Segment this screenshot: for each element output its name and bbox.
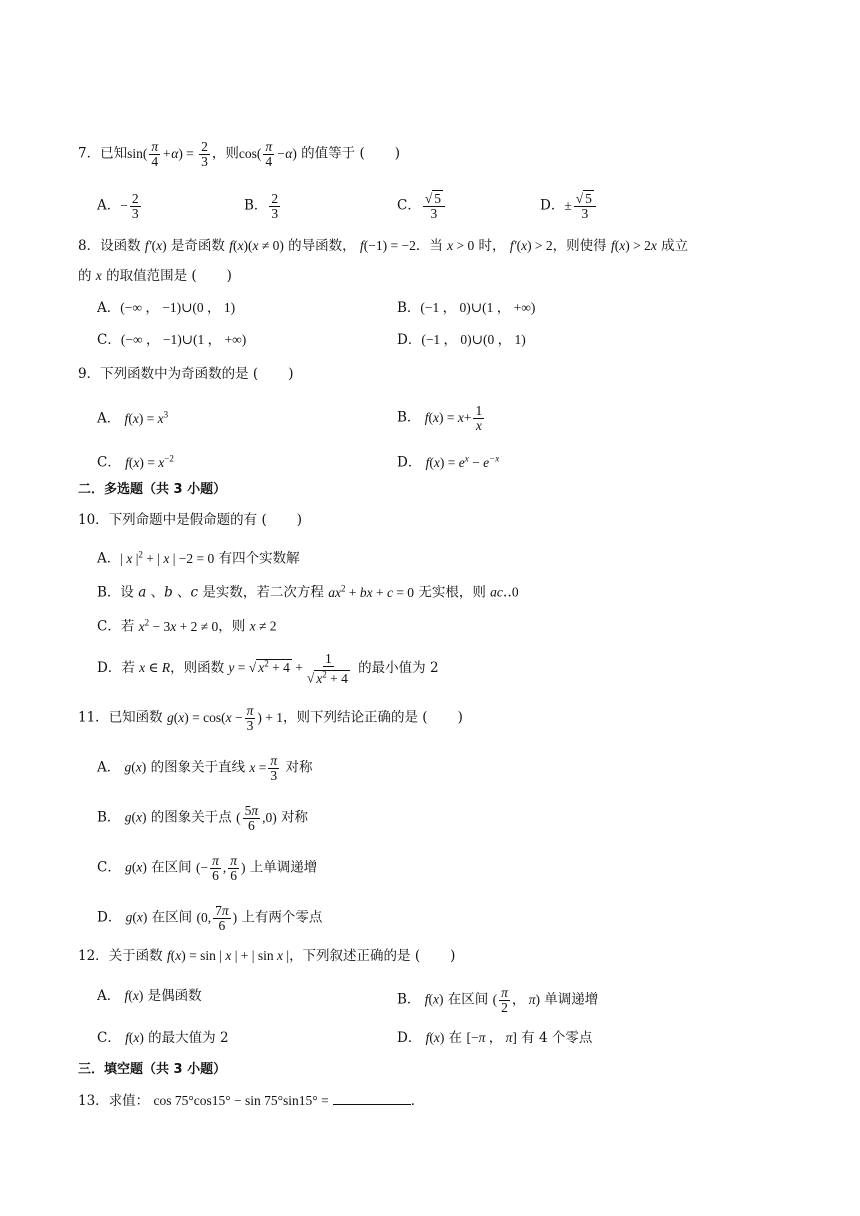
option-8c: C．(−∞ ， −1)∪(1 ， +∞)	[97, 332, 247, 348]
option-8d: D．(−1 ， 0)∪(0 ， 1)	[397, 332, 526, 348]
option-7a: A．− $\frac{2}{3}$	[97, 191, 139, 221]
option-8a: A．(−∞ ， −1)∪(0 ， 1)	[97, 300, 236, 316]
option-10b: B．设 a 、b 、c 是实数，若二次方程 $ax^2$ + bx + c = 0 无实根，则 ac‥0	[97, 583, 519, 601]
option-12a: A． f(x) 是偶函数	[97, 988, 202, 1004]
question-13: 13．求值： cos 75°cos15° − sin 75°sin15° = ．	[78, 1090, 424, 1111]
option-11b: B． g(x) 的图象关于点 ( $\frac{5\pi}{6}$ ,0) 对称	[97, 803, 308, 833]
question-8-line2: 的 x 的取值范围是 ( )	[78, 268, 232, 284]
option-10d: D．若 x ∈ R，则函数 y = √ $x^2 + 4$ + $\frac{1}{√ x^2 + 4}$ 的最小值为 2	[97, 651, 439, 686]
question-10: 10．下列命题中是假命题的有 ( )	[78, 512, 303, 528]
question-12: 12．关于函数 f(x) = sin | x | + | sin x |，下列叙述正确的是 ( )	[78, 948, 456, 964]
option-7c: C． $\frac{√ 5}{3}$	[397, 192, 447, 221]
option-11a: A． g(x) 的图象关于直线 x = $\frac{\pi}{3}$ 对称	[97, 753, 313, 783]
option-12d: D． f(x) 在 [−π ， π] 有 4 个零点	[397, 1030, 593, 1046]
option-9c: C． $f(x) = x^{-2}$	[97, 453, 174, 471]
option-10c: C．若 $x^2 - 3x + 2 \ne 0$，则 x ≠ 2	[97, 617, 277, 635]
question-number: 8．	[78, 238, 101, 254]
question-number: 11．	[78, 709, 109, 726]
question-11: 11．已知函数 g(x) = cos(x − $\frac{\pi}{3}$ ) + 1，则下列结论正确的是 ( )	[78, 703, 463, 733]
question-number: 12．	[78, 948, 109, 964]
option-7b: B． $\frac{2}{3}$	[244, 191, 279, 221]
option-12c: C． f(x) 的最大值为 2	[97, 1030, 229, 1046]
question-9: 9．下列函数中为奇函数的是 ( )	[78, 366, 294, 382]
question-8-line1: 8．设函数 f′(x) 是奇函数 f(x)(x ≠ 0) 的导函数， f(−1) = −2．当 x > 0 时， f′(x) > 2，则使得 f(x) > 2x 成立	[78, 238, 689, 254]
option-10a: A．| x $|^2$ + | x | −2 = 0 有四个实数解	[97, 549, 300, 567]
option-11d: D． g(x) 在区间 (0, $\frac{7\pi}{6}$ ) 上有两个零点	[97, 903, 323, 933]
option-9b: B． f(x) = x+ $\frac{1}{x}$	[397, 403, 483, 433]
answer-blank[interactable]	[333, 1090, 411, 1105]
question-number: 13．	[78, 1093, 109, 1109]
option-12b: B． f(x) 在区间 ( $\frac{\pi}{2}$ ， π) 单调递增	[397, 985, 599, 1015]
option-9a: A． $f(x) = x^3$	[97, 409, 169, 427]
section-3-heading: 三．填空题（共 3 小题）	[78, 1062, 227, 1077]
question-7: 7．已知sin( $\frac{\pi}{4}$ +α) = $\frac{2}{3}$ ，则cos( $\frac{\pi}{4}$ −α) 的值等于 ( )	[78, 139, 401, 169]
option-11c: C． g(x) 在区间 (− $\frac{\pi}{6}$ , $\frac{\pi}{6}$ ) 上单调递增	[97, 853, 318, 883]
question-number: 10．	[78, 512, 109, 528]
section-2-heading: 二．多选题（共 3 小题）	[78, 482, 227, 497]
option-8b: B．(−1 ， 0)∪(1 ， +∞)	[397, 300, 536, 316]
option-9d: D． $f(x) = e^x - e^{-x}$	[397, 453, 500, 471]
question-number: 9．	[78, 366, 101, 382]
option-7d: D．± $\frac{√ 5}{3}$	[540, 192, 598, 221]
question-number: 7．	[78, 145, 101, 162]
